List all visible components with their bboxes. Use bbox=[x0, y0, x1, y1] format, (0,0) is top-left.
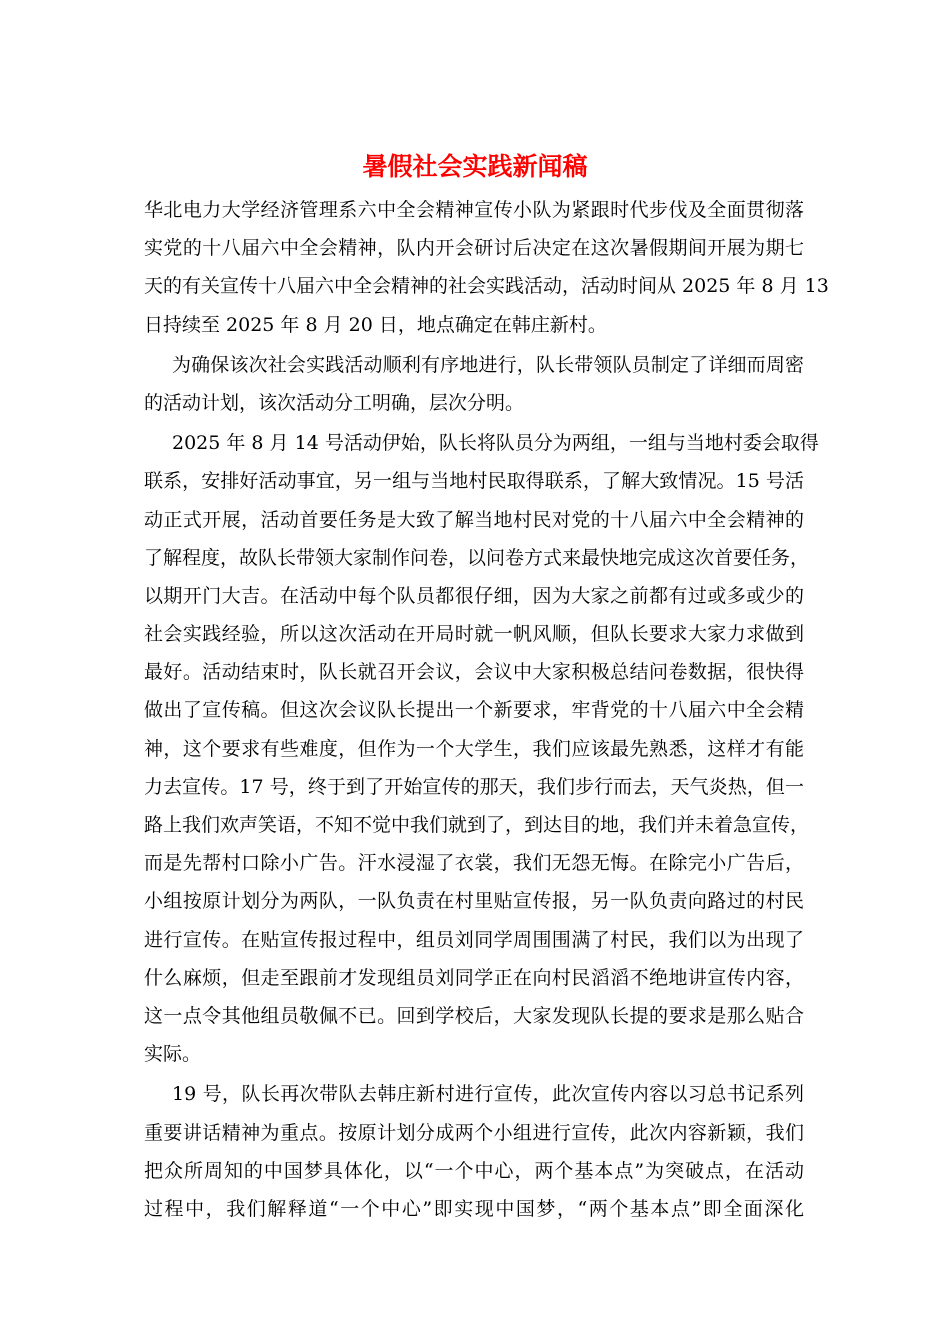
paragraph-line: 联系，安排好活动事宜，另一组与当地村民取得联系，了解大致情况。15 号活 bbox=[144, 470, 804, 493]
paragraph-line: 的活动计划，该次活动分工明确，层次分明。 bbox=[144, 391, 525, 414]
paragraph bbox=[144, 1075, 804, 1228]
paragraph bbox=[144, 424, 819, 1073]
paragraph-line: 什么麻烦，但走至跟前才发现组员刘同学正在向村民滔滔不绝地讲宣传内容， bbox=[144, 966, 804, 989]
paragraph-line: 做出了宣传稿。但这次会议队长提出一个新要求，牢背党的十八届六中全会精 bbox=[144, 699, 804, 722]
paragraph-line: 力去宣传。17 号，终于到了开始宣传的那天，我们步行而去，天气炎热，但一 bbox=[144, 775, 804, 798]
paragraph-line: 实党的十八届六中全会精神，队内开会研讨后决定在这次暑假期间开展为期七 bbox=[144, 237, 804, 260]
paragraph-line: 华北电力大学经济管理系六中全会精神宣传小队为紧跟时代步伐及全面贯彻落 bbox=[144, 199, 804, 221]
paragraph-line: 为确保该次社会实践活动顺利有序地进行，队长带领队员制定了详细而周密 bbox=[172, 353, 804, 376]
document-body bbox=[144, 191, 829, 1228]
paragraph-line: 小组按原计划分为两队，一队负责在村里贴宣传报，另一队负责向路过的村民 bbox=[144, 890, 804, 913]
paragraph-line: 天的有关宣传十八届六中全会精神的社会实践活动，活动时间从 2025 年 8 月 13 bbox=[144, 275, 829, 298]
paragraph-line: 社会实践经验，所以这次活动在开局时就一帆风顺，但队长要求大家力求做到 bbox=[144, 623, 804, 646]
paragraph-line: 最好。活动结束时，队长就召开会议，会议中大家积极总结问卷数据，很快得 bbox=[144, 661, 804, 684]
paragraph bbox=[144, 191, 829, 344]
paragraph-line: 路上我们欢声笑语，不知不觉中我们就到了，到达目的地，我们并未着急宣传， bbox=[144, 814, 810, 836]
paragraph bbox=[144, 346, 804, 422]
paragraph-line: 动正式开展，活动首要任务是大致了解当地村民对党的十八届六中全会精神的 bbox=[144, 508, 804, 531]
paragraph-line: 而是先帮村口除小广告。汗水浸湿了衣裳，我们无怨无悔。在除完小广告后， bbox=[144, 852, 804, 875]
paragraph-line: 19 号，队长再次带队去韩庄新村进行宣传，此次宣传内容以习总书记系列 bbox=[172, 1083, 804, 1106]
paragraph-line: 了解程度，故队长带领大家制作问卷，以问卷方式来最快地完成这次首要任务， bbox=[144, 546, 810, 569]
paragraph-line: 神，这个要求有些难度，但作为一个大学生，我们应该最先熟悉，这样才有能 bbox=[144, 737, 804, 760]
paragraph-line: 日持续至 2025 年 8 月 20 日，地点确定在韩庄新村。 bbox=[144, 313, 607, 336]
paragraph-line: 以期开门大吉。在活动中每个队员都很仔细，因为大家之前都有过或多或少的 bbox=[144, 584, 804, 607]
paragraph-line: 进行宣传。在贴宣传报过程中，组员刘同学周围围满了村民，我们以为出现了 bbox=[144, 928, 804, 951]
document-title: 暑假社会实践新闻稿 bbox=[362, 152, 588, 181]
paragraph-line: 重要讲话精神为重点。按原计划分成两个小组进行宣传，此次内容新颖，我们 bbox=[144, 1121, 804, 1144]
paragraph-line: 过程中，我们解释道“一个中心”即实现中国梦，“两个基本点”即全面深化 bbox=[144, 1197, 804, 1220]
paragraph-line: 这一点令其他组员敬佩不已。回到学校后，大家发现队长提的要求是那么贴合 bbox=[144, 1004, 804, 1027]
paragraph-line: 把众所周知的中国梦具体化，以“一个中心，两个基本点”为突破点，在活动 bbox=[144, 1159, 804, 1182]
paragraph-line: 实际。 bbox=[144, 1043, 202, 1066]
paragraph-line: 2025 年 8 月 14 号活动伊始，队长将队员分为两组，一组与当地村委会取得 bbox=[172, 432, 819, 455]
